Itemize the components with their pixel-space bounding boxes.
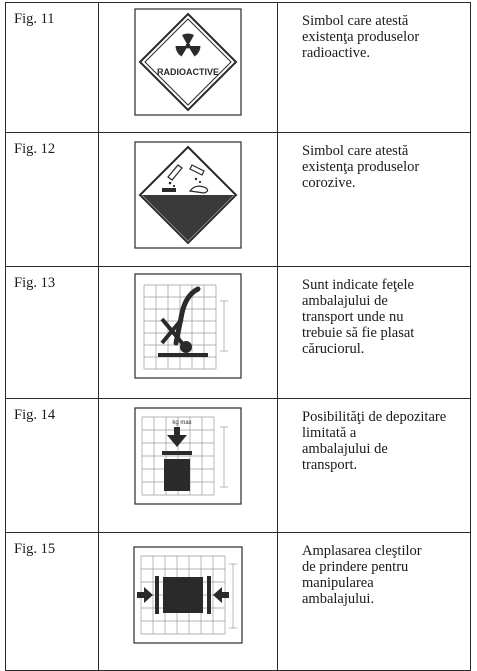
figure-description	[278, 3, 471, 133]
table-row	[6, 399, 471, 533]
figure-image-cell	[99, 3, 278, 133]
stacking-limit-icon	[134, 407, 242, 505]
description-line: Amplasarea cleştilor	[302, 543, 422, 559]
figure-label: Fig. 11	[6, 3, 99, 133]
figure-label: Fig. 13	[6, 267, 99, 399]
description-line: de prindere pentru	[302, 559, 409, 575]
description-line: radioactive.	[302, 45, 371, 61]
description-line: existenţa produselor	[302, 29, 420, 45]
description-line: corozive.	[302, 175, 356, 191]
figure-image-cell	[99, 133, 278, 267]
figure-image-cell	[99, 533, 278, 671]
description-line: ambalajului de	[302, 441, 388, 457]
description-line: existenţa produselor	[302, 159, 420, 175]
description-line: căruciorul.	[302, 341, 365, 357]
figure-description	[278, 399, 471, 533]
document-page	[5, 2, 471, 625]
description-line: ambalajului de	[302, 293, 388, 309]
description-line: ambalajului.	[302, 591, 375, 607]
description-line: trebuie să fie plasat	[302, 325, 415, 341]
table-row	[6, 267, 471, 399]
figure-image-cell	[99, 267, 278, 399]
radioactive-symbol-text: RADIOACTIVE	[156, 67, 220, 77]
symbols-table	[5, 2, 471, 671]
description-line: transport.	[302, 457, 358, 473]
figure-description	[278, 133, 471, 267]
description-line: manipularea	[302, 575, 374, 591]
description-line: Simbol care atestă	[302, 13, 409, 29]
no-hand-truck-icon	[134, 273, 242, 379]
description-line: transport unde nu	[302, 309, 404, 325]
figure-label: Fig. 15	[6, 533, 99, 671]
table-row	[6, 3, 471, 133]
corrosive-diamond-icon	[134, 141, 242, 249]
figure-label: Fig. 12	[6, 133, 99, 267]
description-line: limitată a	[302, 425, 357, 441]
description-line: Simbol care atestă	[302, 143, 409, 159]
table-row	[6, 533, 471, 671]
figure-image-cell	[99, 399, 278, 533]
table-row	[6, 133, 471, 267]
clamp-here-icon	[133, 546, 243, 644]
description-line: Posibilităţi de depozitare	[302, 409, 447, 425]
figure-description	[278, 267, 471, 399]
stacking-limit-text: kg max	[172, 420, 192, 426]
figure-description	[278, 533, 471, 671]
description-line: Sunt indicate feţele	[302, 277, 414, 293]
figure-label: Fig. 14	[6, 399, 99, 533]
radioactive-diamond-icon	[134, 8, 242, 116]
